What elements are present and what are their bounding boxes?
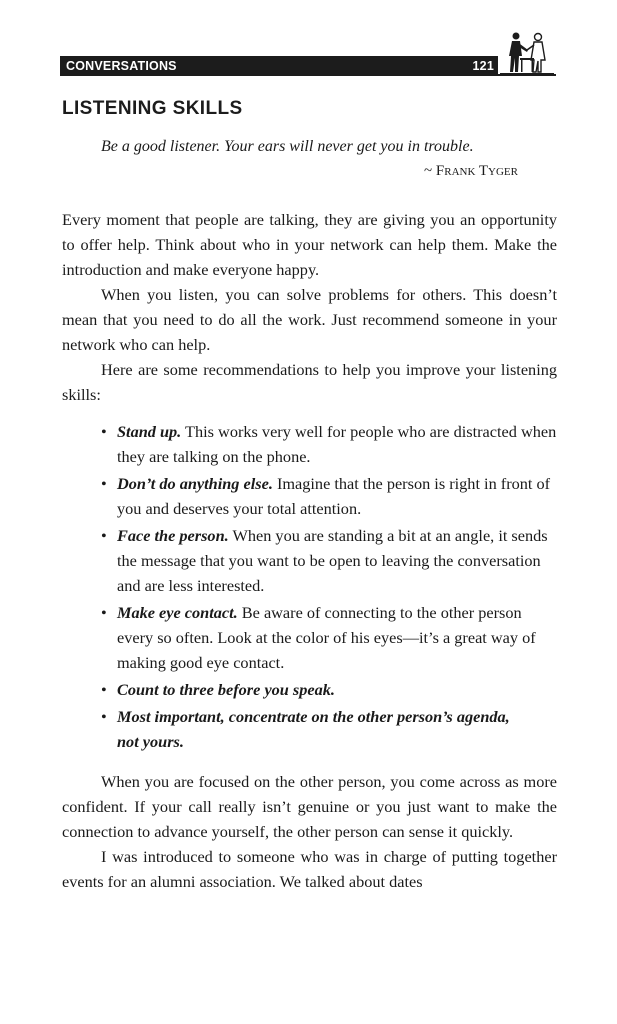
list-item [62,677,557,702]
page-title: LISTENING SKILLS [62,98,243,119]
epigraph-attribution [62,163,518,180]
recommendations-list [62,419,557,754]
attribution-name: Frank Tyger [435,163,518,179]
page-number: 121 [472,59,494,73]
paragraph: I was introduced to someone who was in charge of putting together events for an alumni association. We talked about dates [62,847,557,891]
list-item-lead: Make eye contact. [117,603,238,622]
list-item [62,600,557,675]
paragraph: Every moment that people are talking, they are giving you an opportunity to offer help. Think about who in your network can help them. Make the introduction and make everyone happy. [62,210,557,279]
list-item-text: This works very well for people who are distracted when they are talking on the phone. [117,422,557,466]
list-item-text: Be aware of connecting to the other person every so often. Look at the color of his eyes—it’s a great way of making good eye contact. [117,603,536,672]
list-item-lead: Stand up. [117,422,182,441]
header-section-title: CONVERSATIONS [66,59,177,73]
list-item-text: Imagine that the person is right in front of you and deserves your total attention. [117,474,551,518]
list-item-text: When you are standing a bit at an angle, it sends the message that you want to be open to leaving the conversation and are less interested. [117,526,548,595]
list-item [62,419,557,469]
list-item-lead: Don’t do anything else. [117,474,273,493]
paragraph: When you are focused on the other person, you come across as more confident. If your call really isn’t genuine or you just want to make the connection to advance yourself, the other person can sense it quickly. [62,772,557,841]
list-item [62,704,517,754]
list-item-lead: Most important, concentrate on the other person’s agenda, not yours. [117,707,510,751]
body-text [62,207,557,894]
list-item [62,523,557,598]
paragraph: When you listen, you can solve problems for others. This doesn’t mean that you need to do all the work. Just recommend someone in your network who can help. [62,285,557,354]
list-item [62,471,557,521]
running-header [60,56,498,76]
attribution-prefix: ~ [424,163,436,179]
list-item-lead: Count to three before you speak. [117,680,335,699]
epigraph-quote: Be a good listener. Your ears will never get you in trouble. [101,138,474,155]
two-people-handshake-icon [500,30,554,76]
list-item-lead: Face the person. [117,526,229,545]
paragraph: Here are some recommendations to help you improve your listening skills: [62,360,557,404]
